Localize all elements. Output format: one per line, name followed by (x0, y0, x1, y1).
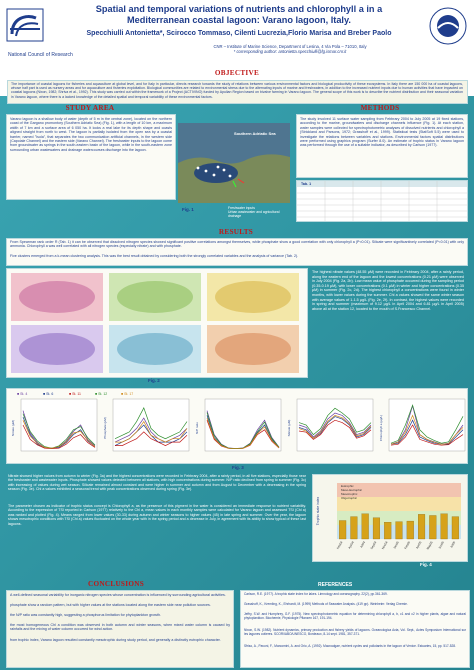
study-area-text: Varano lagoon is a shallow body of water (depth of 5 m in the central zone), located on the northern coast of the Gargano promontory (Southern Adriatic Sea) (Fig. 1), with a length of 10 km, a maximum width of 7 km and a surface area of 6 050 ha. It looks a real lake for its depth shape and coasts aligned straight from north to west. The lagoon is partially isolated from the open sea by a coastal barrier, named "Isola", that separates the two communication artificial channels, in the western side (Capoiale Channel) and the eastern side (Varano Channel). The freshwater inputs to the lagoon come from groundwater as springs in the south-eastern basin of the lagoon, while in the south-eastern zone surrounding urban wastewaters and drainage watercourses discharge into the lagoon. (10, 117, 172, 152)
correlation-table (296, 180, 468, 222)
fig4-bar (396, 522, 403, 539)
fig3-plot-frame (205, 399, 281, 451)
reference-3: Jeffry, S.W. and Humphrey, G.F. (1975). New spectrophotometric equation for determining chlorophyll a, b, c1 and c2 in higher plants, algae and natural phytoplankton. Biochemie, Physiologie Pflanzen 167, 191-194. (244, 612, 466, 620)
fig3-plot-frame (389, 399, 465, 451)
fig3-ylabel: Chlorophyll a (µg/L) (379, 414, 383, 442)
conclusion-2: phosphate show a random pattern, but with higher values at the stations located along the eastern side near pollution sources. (10, 603, 211, 607)
poster-title (60, 4, 418, 26)
results-tsi-text: The parameter chosen as indicator of trophic status concept is Chlorophyll a, as the presence of this pigment in the water is considered an immediate response to nutrient variability. According to the expression of TSI reported in Carlson (1977) relatively to the Chl a, mean values in each monthly samples were calculated for Varano lagoon and assessed TSI (Chl a) was ranked and plotted (Fig. 4). Means ranged from lower values (30-33) during autumn and winter seasons to higher values (45) in late spring and summer. Over the year, the lagoon shows mesotrophic conditions with TSI (Chl a) values fluctuated on the whole year with in the spring period and a decrease in July, in agreement with its ability to show typical of these last lagoons. (8, 504, 306, 526)
affiliation-line: CNR – Institute of Marine Science, Department of Lesina, 4 Via Pola – 71010, Italy (213, 44, 367, 49)
fig4-tick-label: Jul04 (358, 540, 367, 549)
cnr-logo (6, 8, 44, 42)
corresponding-author: * corresponding author: antonietta.specchiulli@fg.ismar.cnr.it (233, 49, 347, 55)
methods-text: The study involved 11 surface water sampling from Febbrary 2004 to July 2005 at 19 fixed stations, according to the marine, groundwaters and discharge channels influence (Fig. 1). At each station, water samples were collected for spectrophotometric analyses of dissolved nutrients and chlorophyll a (Strickland and Parsons, 1972; Grasshoff et al., 1999). Statistical tests (StatSoft 5.5) were used to investigate the relations between variables and stations. Environmental factors spatial distributions were performed using graphics program (Surfer 8.0). An estimate of trophic status in Varano lagoon was performed through the use of a suitable indicator, as described by Carlson (1977). (300, 117, 464, 148)
fig4-panel (312, 474, 468, 562)
conclusion-3: the N/P ratio was constantly high, suggesting a phosphorus limitation for phytoplankton growth. (10, 613, 161, 617)
fig4-label: Fig. 4 (420, 562, 432, 567)
fig3-charts (7, 389, 467, 463)
legend-freshwater: Freshwater inputs (228, 206, 255, 210)
fig4-bar (407, 521, 414, 539)
conclusions-box (6, 590, 234, 668)
fig4-bar (384, 522, 391, 539)
fig3-legend-entry: ■ St. 4 (17, 392, 28, 396)
conclusion-5: from trophic index, Varano lagoon resulted constantly mesotrophic during study period, and generally a distinctly eutrophic character. (10, 638, 221, 642)
title-line-2: Mediterranean coastal lagoon: Varano lagoon, Italy. (127, 15, 351, 25)
fig2-panel (6, 268, 308, 378)
fig4-bar (362, 514, 369, 539)
map-sea-label: Southern Adriatic Sea (234, 131, 276, 136)
fig3-label: Fig. 3 (232, 465, 244, 470)
methods-title: METHODS (360, 104, 400, 112)
fig4-legend-entry: Oligotrophic (341, 496, 358, 500)
results-bottom-text: Nitrate showed higher values from autumn to winter (Fig. 3a) and the highest concentrations were recorded in Febbrary 2004, after a rainly period, in all five stations, especially those near the freshwater and wastewater inputs. Phosphate showed values detected between all stations, with high concentrations during summer. N/P ratio declined from spring to summer (Fig. 3c) with increasing of values during wet season. Silicate remained almost constant and were higher in summer and autumn and from August to December with a decreasing in the spring season (Fig. 3e). Chl a values exhibited a seasonal trend with peak concentrations observed during spring (Fig. 3e). (8, 474, 306, 492)
fig4-chart (313, 475, 467, 561)
reference-5: Sfriso, A., Pavoni, F., Marcomini, A. and Orio, A. (1992). Macroalgae, nutrient cycles and pollutants in the lagoon of Venice. Estuaries, 15, pp. 517-528. (244, 644, 456, 648)
fig4-bar (373, 518, 380, 539)
fig1-label: Fig. 1 (182, 207, 194, 212)
fig3-ylabel: N/P ratio (195, 422, 199, 434)
fig4-tick-label: Apr05 (414, 540, 423, 550)
fig4-tick-label: Apr04 (347, 540, 355, 550)
fig3-plot-frame (21, 399, 97, 451)
reference-4: Nixon, S.W. (1982). Nutrient dynamics, primary production and fishery yields of lagoons. Oceanologica Acta, Vol. Sept., Actes Symposium International sur les lagunes cotieres. SCOR/IABO/UNESCO, Bordeaux, 8-14 sept. 1981, 357-371. (244, 628, 466, 636)
fig3-ylabel: Nitrate (µM) (11, 420, 15, 436)
fig4-bar (452, 517, 459, 539)
references-title: REFERENCES (318, 582, 353, 588)
fig3-panel (6, 388, 468, 464)
reference-1: Carlson, R.E. (1977). A trophic state index for lakes. Limnology and oceanography. 22(2), pp.361-369. (244, 592, 388, 596)
fig4-legend-entry: Meso-Eutrophic (341, 488, 363, 492)
fig4-legend-entry: Eutrophic (341, 484, 354, 488)
fig4-bar (429, 515, 436, 539)
fig3-ylabel: Silicate (µM) (287, 419, 291, 437)
results-title: RESULTS (218, 228, 254, 236)
fig4-tick-label: Sep04 (369, 540, 378, 551)
fig4-tick-label: Feb05 (403, 540, 412, 550)
study-area-map (178, 123, 290, 203)
fig4-bar (351, 517, 358, 539)
fig4-tick-label: Feb04 (335, 540, 344, 550)
fig4-bar (418, 514, 425, 539)
references-box (240, 590, 470, 668)
methods-box (296, 114, 468, 178)
reference-2: Grasshoff, K., Kremling, K., Ehrhardt, M. (1999) Methods of Seawater Analysis. (419 pp). Weinheim: Verlag Chemie. (244, 602, 408, 606)
results-nitrate-text: The highest nitrate values (48.55 µM) were recorded in Febbrary 2004, after a rainly period, along the eastern end of the lagoon and the lowest concentrations (0.21 µM) were observed in July 2004 (Fig. 2a, 2b). Low mean value of phosphate occurred during the sampling period (0.35-0.19 µM), with lower concentrations (0.1 µM) in winter and higher concentrations (0.35 µM) in summer (Fig. 2c, 2d). The highest chlorophyll a concentrations were found in winter months, with lower values during the summer. Chl a values showed the same winter season with average values of 1-1.5 µg/L (Fig. 2e, 2f). In contrast, the highest values were recorded in spring and summer (maximum of 9.12 µg/L in April 2004 and 6.81 µg/L in April 2005) above all at the station 12, located to the mouth of S.Francesco Channel. (312, 270, 464, 311)
fig4-bar (441, 514, 448, 539)
legend-urban: Urban wastewater and agricultural drainage (228, 210, 280, 219)
fig3-plot-frame (113, 399, 189, 451)
affiliation (150, 44, 430, 55)
fig4-tick-label: May05 (425, 540, 434, 551)
fig3-legend-entry: ■ St. 6 (43, 392, 54, 396)
objective-text: The importance of coastal lagoons for fisheries and aquaculture at global level, and for Italy in particular, directs research towards the study of relations between various environmental factors and biological productivity of these ecosystems. In Italy there are 150 000 ha of coastal lagoons, whose half part is used as nursery areas and for aquaculture and fisheries exploitation. Biological communities are related to environmental stress due to the alternating inputs of marine and freshwaters, in addition to the increased nutrient inputs due to human activities that have impacted on coastal lagoons (Nixon, 1982; Shriva et al., 1992). This study was carried out within the framework of a Project (ACTIVINO) funded by Apulian Region based on bivalve farming in Varano lagoon. The general scope of this work is to describe the nutrient distribution and their seasonal variation in Varano lagoon, where there is a lacked knowledge of the detailed spatial and temporal variability of these environmental factors. (11, 82, 463, 99)
results-intro-box (6, 238, 468, 266)
table-grid (297, 181, 467, 221)
results-bottom-box (6, 474, 308, 534)
map-legend (228, 206, 290, 219)
fig3-legend-entry: ■ St. 11 (69, 392, 81, 396)
fig4-tick-label: Nov04 (380, 540, 389, 551)
fig2-maps (7, 269, 307, 377)
conclusion-1: A well-defined seasonal variability for inorganic nitrogen species whose concentration is influenced by surrounding agricultural activities. (10, 593, 226, 597)
fig4-legend-entry: Mesotrophic (341, 492, 358, 496)
results-intro-1: From Spearman rank order R (Tab. 1) it can be observed that dissolved nitrogen species showed significant positive correlations amongst themselves, while phosphate show a good correlation with only chlorophyll a (P<0.01). Silicate were significantively correlated (P<0.01) with only ammonia. Chlorophyll a was well correlated with all nitrogen species (especially nitrate) and with phosphate. (10, 240, 464, 249)
authors: Specchiulli Antonietta*, Scirocco Tommaso, Cilenti Lucrezia,Florio Marisa and Breber Paolo (86, 30, 392, 37)
results-intro-2: Five clusters emerged from a k-mean clustering analysis. This was the best result obtained by considering both the strongly correlated variables and the analysis of variance (Tab. 2). (10, 254, 299, 258)
conclusions-title: CONCLUSIONS (87, 580, 145, 588)
fig3-legend-entry: ■ St. 17 (121, 392, 134, 396)
table-caption: Tab. 1 (301, 182, 312, 186)
study-area-title: STUDY AREA (65, 104, 115, 112)
conclusion-4: the most homogeneous Chl a condition was observed in both autumn and winter seasons, when mixed water column is caused by rainfalls and the mixing of water column occurred for wind action. (10, 623, 230, 632)
fig4-ylabel: Trophic state index (316, 496, 320, 526)
fig3-ylabel: Phosphate (µM) (103, 417, 107, 439)
fig4-tick-label: Jul05 (449, 540, 457, 549)
fig4-tick-label: Jun05 (437, 540, 445, 550)
objective-box (7, 80, 468, 104)
council-name: National Council of Research (8, 52, 73, 58)
fig4-bar (339, 521, 346, 539)
results-nitrate-box (310, 268, 466, 386)
study-area-box (6, 114, 176, 200)
fig3-plot-frame (297, 399, 373, 451)
ismar-logo (428, 6, 468, 46)
title-line-1: Spatial and temporal variations of nutrients and chlorophyll a in a (95, 4, 383, 14)
objective-title: OBJECTIVE (214, 69, 260, 77)
fig4-tick-label: Jan05 (392, 540, 400, 550)
fig2-label: Fig. 2 (148, 378, 160, 383)
fig3-legend-entry: ■ St. 12 (95, 392, 108, 396)
